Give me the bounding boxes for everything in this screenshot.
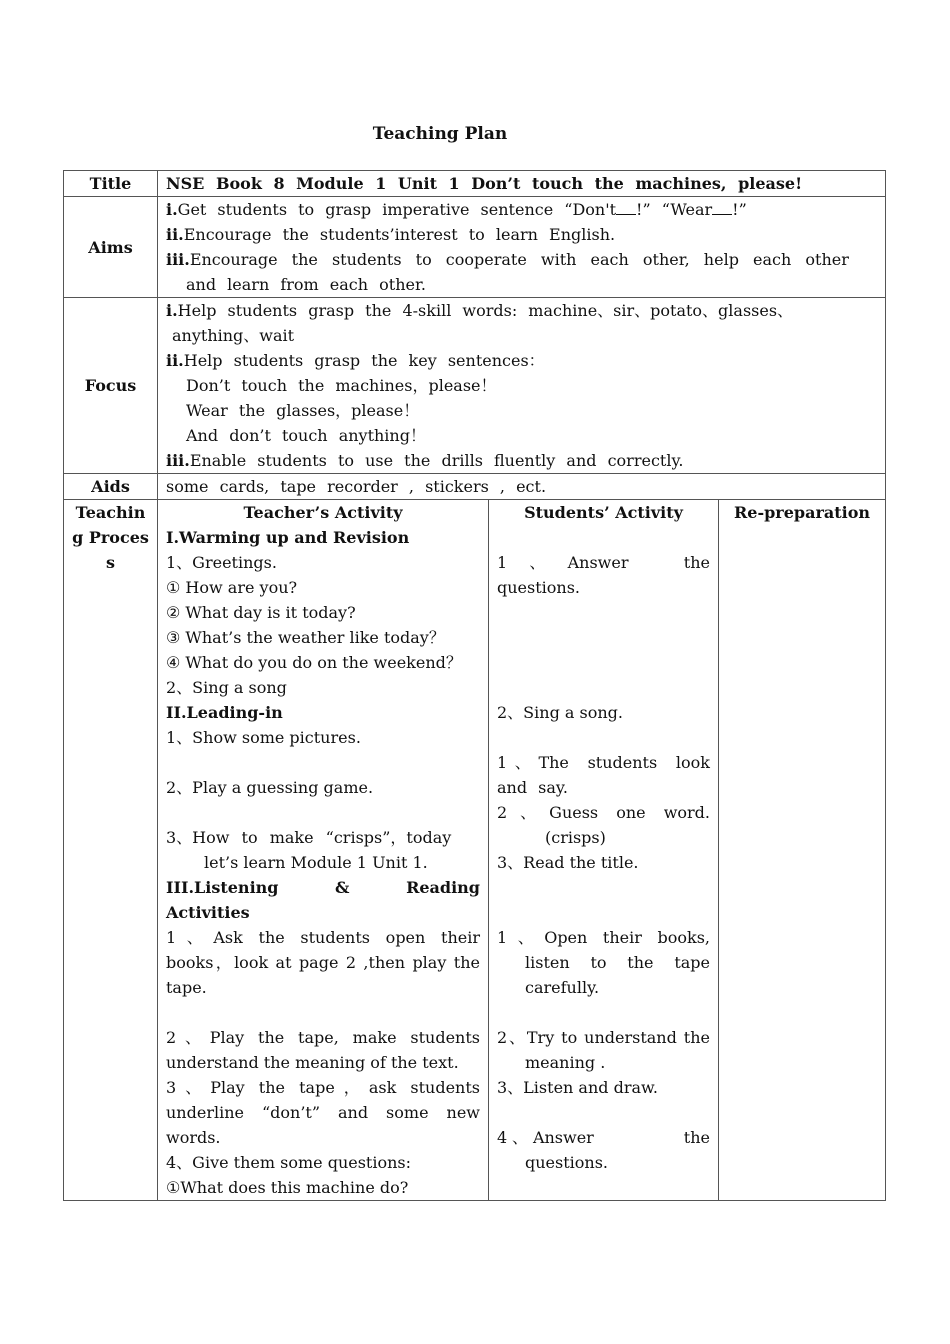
section-listening-reading-cont: Activities <box>166 903 250 922</box>
teacher-question: ② What day is it today? <box>166 603 356 622</box>
teaching-plan-table <box>63 170 886 1201</box>
student-step: 4、Answer the questions. <box>497 1128 710 1172</box>
section-listening-reading: III.Listening & Reading <box>166 878 480 897</box>
teacher-step: 1、Greetings. <box>166 553 277 572</box>
process-row <box>64 500 886 1201</box>
teacher-step: 2、Play the tape, make students understand the meaning of the text. <box>166 1028 480 1072</box>
aims-i-text-end: !” <box>732 200 747 219</box>
student-step: 1、Open their books, listen to the tape carefully. <box>497 928 710 997</box>
student-step-cont: (crisps) <box>545 828 606 847</box>
aims-iii-text-cont: and learn from each other. <box>186 275 426 294</box>
blank-line <box>712 200 732 215</box>
title-value <box>158 171 886 197</box>
focus-i-marker: i. <box>166 301 178 320</box>
focus-sentence-2: Wear the glasses，please！ <box>186 401 420 420</box>
aims-iii-marker: iii. <box>166 250 190 269</box>
section-leading-in: II.Leading-in <box>166 703 283 722</box>
focus-sentence-1: Don’t touch the machines，please！ <box>186 376 497 395</box>
title-label: Title <box>64 171 158 197</box>
focus-iii-marker: iii. <box>166 451 190 470</box>
teacher-step: 1、Show some pictures. <box>166 728 361 747</box>
focus-sentence-3: And don’t touch anything！ <box>186 426 426 445</box>
teacher-step: 2、Play a guessing game. <box>166 778 374 797</box>
students-activity-column <box>489 500 719 1201</box>
focus-content <box>158 298 886 474</box>
teacher-step: 4、Give them some questions: <box>166 1153 412 1172</box>
student-step: 1、Answer the questions. <box>497 553 710 597</box>
teacher-question: ① How are you? <box>166 578 298 597</box>
aims-i-text-mid: !” “Wear <box>636 200 713 219</box>
student-step: 1、The students look and say. <box>497 753 710 797</box>
student-step: 3、Read the title. <box>497 853 639 872</box>
blank-line <box>616 200 636 215</box>
teacher-activity-header: Teacher’s Activity <box>243 503 403 522</box>
aims-i-marker: i. <box>166 200 178 219</box>
aims-content <box>158 197 886 298</box>
teacher-step: 3、Play the tape，ask students underline “don’t” and some new words. <box>166 1078 480 1147</box>
re-preparation-column <box>719 500 886 1201</box>
title-value-text: NSE Book 8 Module 1 Unit 1 Don’t touch the machines, please! <box>166 174 803 193</box>
students-activity-header: Students’ Activity <box>524 503 683 522</box>
focus-ii-marker: ii. <box>166 351 184 370</box>
process-label: Teaching Process <box>64 500 158 1201</box>
focus-label: Focus <box>64 298 158 474</box>
teacher-step-cont: let’s learn Module 1 Unit 1. <box>204 853 428 872</box>
teacher-question: ①What does this machine do? <box>166 1178 409 1197</box>
aids-label: Aids <box>64 474 158 500</box>
aims-ii-text: Encourage the students’interest to learn English. <box>183 225 616 244</box>
page-title: Teaching Plan <box>372 124 508 144</box>
aids-row <box>64 474 886 500</box>
aims-ii-marker: ii. <box>166 225 184 244</box>
focus-ii-text: Help students grasp the key sentences： <box>183 351 545 370</box>
teacher-activity-column <box>158 500 489 1201</box>
student-step: 2、Sing a song. <box>497 703 623 722</box>
student-step: 2、Try to understand the meaning . <box>497 1028 710 1072</box>
focus-row <box>64 298 886 474</box>
teacher-question: ④ What do you do on the weekend？ <box>166 653 462 672</box>
section-warming-up: I.Warming up and Revision <box>166 528 410 547</box>
student-step: 3、Listen and draw. <box>497 1078 658 1097</box>
teacher-step: 1、Ask the students open their books，look at page 2 ,then play the tape. <box>166 928 480 997</box>
aims-i-text-before: Get students to grasp imperative sentence “Don't <box>177 200 617 219</box>
teacher-step: 3、How to make “crisps”，today <box>166 828 452 847</box>
re-preparation-header: Re-preparation <box>733 503 871 522</box>
title-row <box>64 171 886 197</box>
aims-row <box>64 197 886 298</box>
focus-i-text: Help students grasp the 4-skill words: machine、sir、potato、glasses、 <box>177 301 794 320</box>
focus-i-text-cont: anything、wait <box>172 326 295 345</box>
student-step: 2、Guess one word. <box>497 803 710 822</box>
aims-label: Aims <box>64 197 158 298</box>
aids-value: some cards, tape recorder , stickers , ect. <box>158 474 886 500</box>
focus-iii-text: Enable students to use the drills fluently and correctly. <box>189 451 684 470</box>
teacher-step: 2、Sing a song <box>166 678 287 697</box>
teacher-question: ③ What’s the weather like today？ <box>166 628 445 647</box>
aims-iii-text: Encourage the students to cooperate with each other, help each other <box>189 250 849 269</box>
